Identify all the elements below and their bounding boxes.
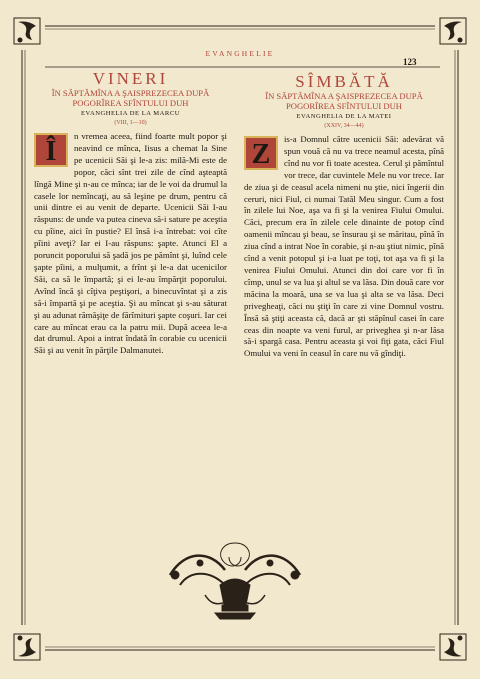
day-title: SÎMBĂTĂ: [295, 72, 393, 91]
corner-ornament-top-left: [14, 18, 40, 44]
corner-ornament-bottom-left: [14, 634, 40, 660]
subheading: ÎN SĂPTĂMÎNA A ŞAISPREZECEA DUPĂ POGORÎREA SFÎNTULUI DUH: [265, 91, 423, 111]
initial-letter: Î: [34, 133, 68, 167]
day-title: VINERI: [92, 69, 169, 88]
page-number: 123: [403, 57, 417, 67]
gospel-body: is-a Domnul către ucenicii Săi: adevărat vă spun vouă că nu va trece neamul acesta, pînă cînd nu vor fi toate acestea. Cerul şi pămîntul vor trece, dar cuvintele Mele nu vor trece. Iar de ziua şi de ceasul acela nimeni nu ştie, nici îngerii din ceruri, nici Fiul, ci numai Tatăl Meu singur. Cum a fost în zilele lui Noe, aşa va fi şi la venirea Fiului Omului. Căci, precum era în zilele cele dinainte de potop cînd oamenii mîncau şi beau, se însurau şi se măritau, pînă în ziua cînd a intrat Noe în corabie, şi n-au ştiut nimic, pînă cînd a venit potopul şi i-a luat pe toţi, tot aşa va fi şi la venirea Fiului Omului. Atunci din doi care vor fi în cîmp, unul se va lua şi altul se va lăsa. Din două care vor măcina la moară, una se va lua şi alta se va lăsa. Deci privegheaţi, căci nu ştiţi în care zi vine Domnul vostru. Însă să ştiţi aceasta că, dacă ar şti stăpînul casei în care ceas din noapte va veni furul, ar priveghea şi n-ar lăsa să-i spargă casa. Pentru aceasta şi voi fiţi gata, căci Fiul Omului va veni în ceasul în care nu vă gîndiţi.: [244, 134, 444, 359]
gospel-title: EVANGHELIA DE LA MATEI: [296, 113, 392, 120]
gospel-text: [244, 134, 444, 360]
scripture-reference: (XXIV, 34—44): [324, 123, 364, 129]
gospel-text: [34, 131, 227, 357]
gospel-title: EVANGHELIA DE LA MARCU: [81, 110, 180, 117]
subheading: ÎN SĂPTĂMÎNA A ŞAISPREZECEA DUPĂ POGORÎREA SFÎNTULUI DUH: [51, 88, 210, 108]
running-title: EVANGHELIE: [205, 49, 275, 58]
scripture-reference: (VIII, 1—10): [114, 120, 147, 126]
left-column: [34, 70, 227, 357]
corner-ornament-top-right: [440, 18, 466, 44]
right-column: [244, 73, 444, 360]
tailpiece-ornament: [160, 535, 310, 621]
corner-ornament-bottom-right: [440, 634, 466, 660]
gospel-body: n vremea aceea, fiind foarte mult popor şi neavind ce mînca, Iisus a chemat la Sine pe ucenicii Săi şi le-a zis: milă-Mi este de popor, căci sînt trei zile de cînd aşteaptă lîngă Mine şi n-au ce mînca; iar de le voi da drumul la casele lor nemîncaţi, au să leşine pe drum, pentru că unii dintre ei au venit de departe. Ucenicii Săi I-au răspuns: de unde va putea cineva să-i sature pe aceştia cu pîine, aici în pustie? El însă i-a întrebat: voi cîte pîini aveţi? Iar ei I-au răspuns: şapte. Atunci El a poruncit poporului să şadă jos pe pămînt şi, luînd cele şapte pîini, a mulţumit, a frînt şi le-a dat ucenicilor Săi, ca să le împartă; şi ei le-au împărţit poporului. Avînd încă şi cîţiva peştişori, a binecuvîntat şi a zis să-i împartă şi pe aceştia. Şi au mîncat şi s-au săturat şi au adunat rămăşiţe de fărîmituri şapte coşuri. Iar cei care au mîncat erau ca la patru mii. După aceea le-a dat drumul. Apoi a intrat îndată în corabie cu ucenicii Săi şi au venit în părţile Dalmanutei.: [34, 131, 227, 356]
initial-letter: Z: [244, 136, 278, 170]
